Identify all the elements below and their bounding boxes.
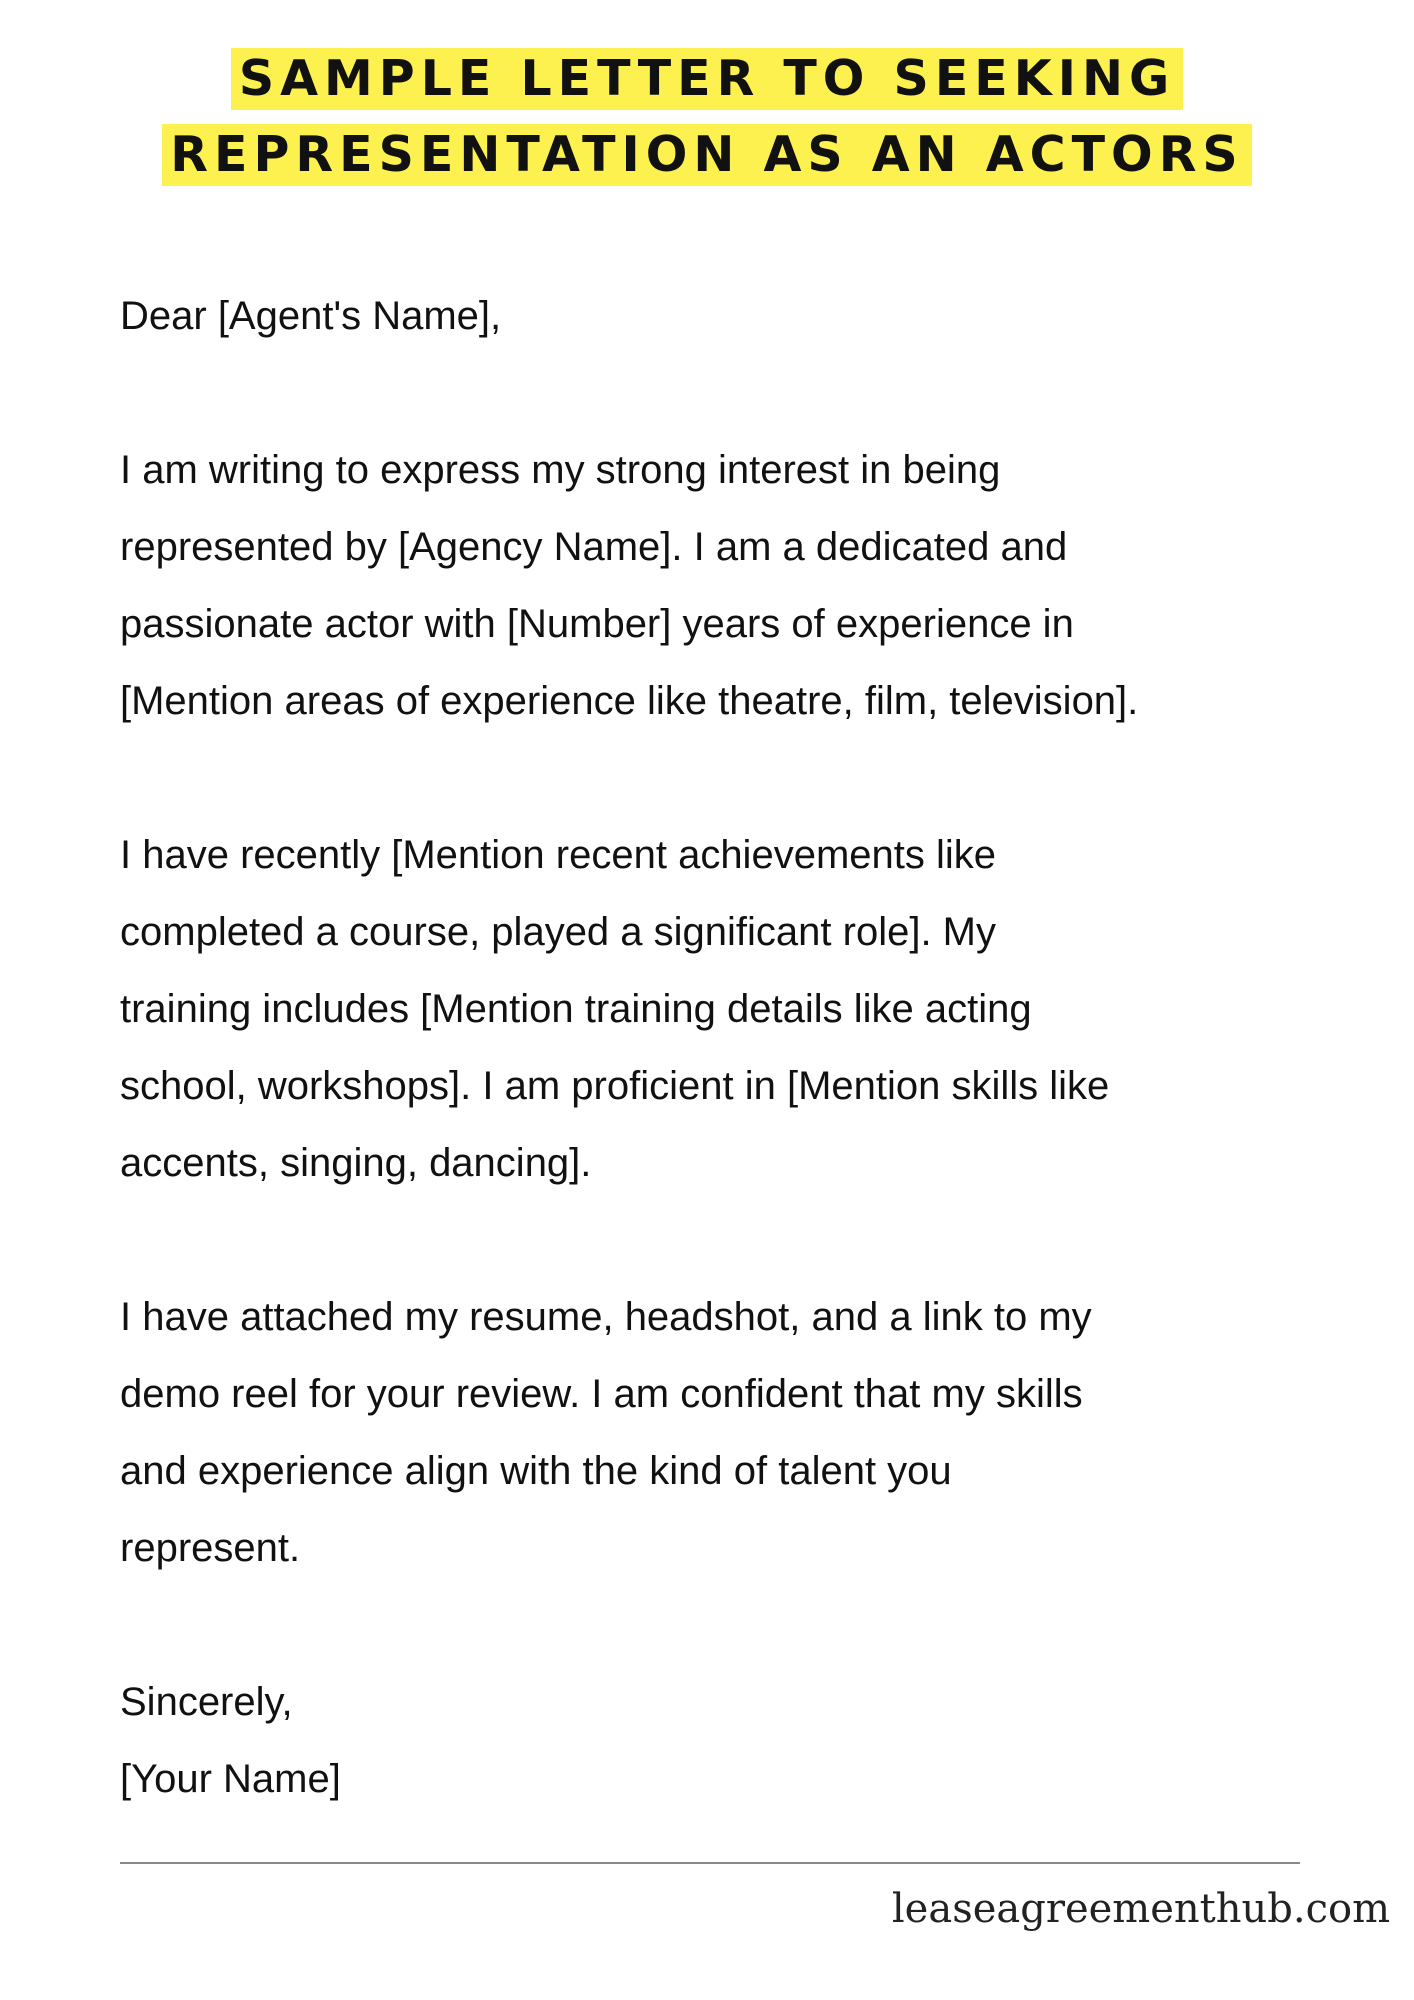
- title-line-1: SAMPLE LETTER TO SEEKING: [231, 48, 1183, 110]
- document-title: [0, 48, 1414, 186]
- salutation: [120, 278, 1380, 355]
- paragraph-2-line: I have recently [Mention recent achievements like: [120, 833, 996, 877]
- paragraph-2: [120, 817, 1380, 1202]
- paragraph-3-line: and experience align with the kind of talent you: [120, 1449, 952, 1493]
- signature-placeholder: [Your Name]: [120, 1757, 341, 1801]
- paragraph-3-line: I have attached my resume, headshot, and a link to my: [120, 1295, 1092, 1339]
- paragraph-1: [120, 432, 1380, 740]
- paragraph-1-line: I am writing to express my strong interest in being: [120, 448, 1001, 492]
- paragraph-1-line: [Mention areas of experience like theatre, film, television].: [120, 679, 1139, 723]
- paragraph-3: [120, 1279, 1380, 1587]
- closing-text: Sincerely,: [120, 1680, 293, 1724]
- salutation-text: Dear [Agent's Name],: [120, 294, 502, 338]
- paragraph-3-line: represent.: [120, 1526, 301, 1570]
- title-line-2: REPRESENTATION AS AN ACTORS: [162, 124, 1251, 186]
- paragraph-2-line: school, workshops]. I am proficient in [Mention skills like: [120, 1064, 1110, 1108]
- closing-block: [120, 1664, 1380, 1818]
- footer-divider: [120, 1862, 1300, 1864]
- paragraph-2-line: accents, singing, dancing].: [120, 1141, 592, 1185]
- footer-website: leaseagreementhub.com: [891, 1886, 1390, 1932]
- letter-body: [120, 278, 1380, 1818]
- paragraph-2-line: completed a course, played a significant role]. My: [120, 910, 996, 954]
- paragraph-2-line: training includes [Mention training details like acting: [120, 987, 1032, 1031]
- paragraph-1-line: passionate actor with [Number] years of experience in: [120, 602, 1074, 646]
- paragraph-3-line: demo reel for your review. I am confident that my skills: [120, 1372, 1083, 1416]
- paragraph-1-line: represented by [Agency Name]. I am a dedicated and: [120, 525, 1068, 569]
